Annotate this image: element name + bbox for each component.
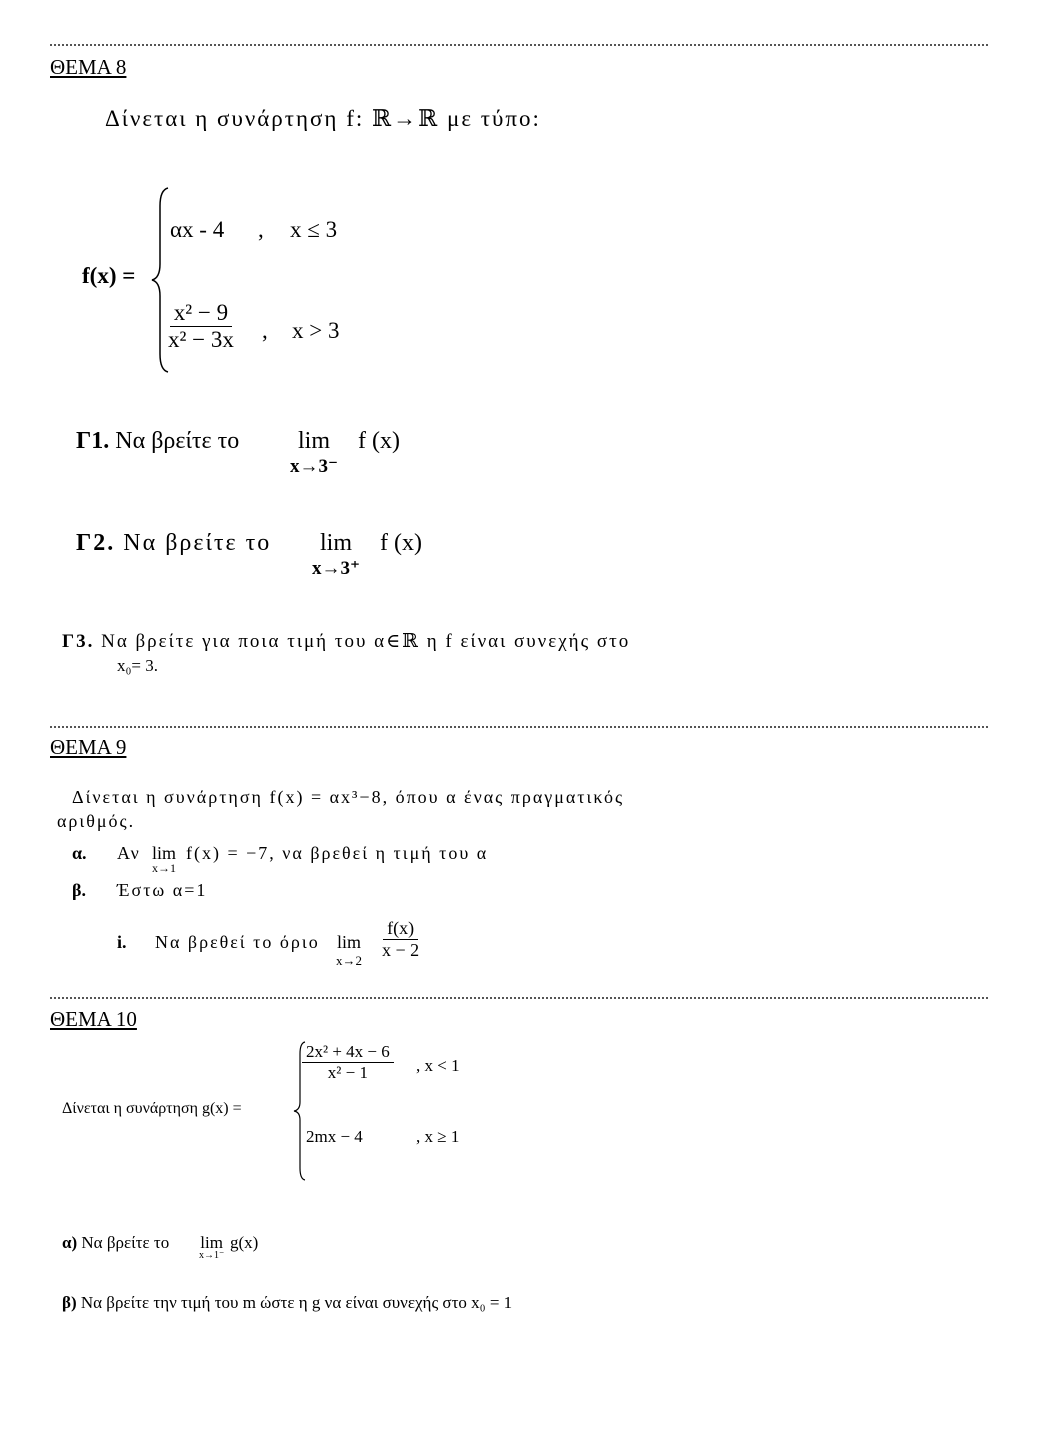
t10-b-label: β)	[62, 1293, 77, 1312]
t8-g2-text: Να βρείτε το	[123, 530, 272, 556]
t10-b	[62, 1293, 512, 1313]
separator-line	[50, 44, 988, 46]
t8-g2-lim: lim	[320, 530, 353, 556]
t9-i-lim: lim	[336, 932, 361, 952]
t10-case1-denominator: x² − 1	[327, 1063, 368, 1082]
t10-a-lim: lim	[200, 1233, 223, 1252]
section-heading-9: ΘΕΜΑ 9	[50, 735, 127, 759]
t8-case1-comma: ,	[258, 217, 264, 242]
t8-g1	[76, 428, 239, 455]
t8-case2-denominator: x² − 3x	[168, 327, 234, 352]
t9-intro-line2: αριθμός.	[57, 811, 136, 831]
t9-a-sub: x→1	[152, 861, 176, 875]
t10-a-label: α)	[62, 1233, 78, 1252]
t10-case1-fraction	[302, 1042, 394, 1083]
t8-g1-lim: lim	[298, 428, 331, 454]
t9-i-denominator: x − 2	[382, 940, 420, 960]
t10-case1-cond: , x < 1	[416, 1056, 460, 1075]
t8-g1-limit	[290, 428, 338, 478]
t8-g3-label: Γ3.	[62, 631, 95, 652]
t8-g2	[76, 530, 271, 557]
t8-f-label: f(x) =	[82, 263, 136, 288]
section-heading-8: ΘΕΜΑ 8	[50, 55, 127, 79]
t9-a-limit	[152, 843, 176, 876]
t10-intro: Δίνεται η συνάρτηση g(x) =	[62, 1100, 242, 1117]
t9-a-pre: Αν	[117, 843, 141, 863]
t10-a-sub: x→1⁻	[199, 1250, 225, 1261]
t8-g1-label: Γ1.	[76, 428, 110, 454]
t9-i-sub: x→2	[336, 953, 362, 968]
separator-line	[50, 997, 988, 999]
t10-a-text: Να βρείτε το	[81, 1233, 170, 1252]
t9-b-text: Έστω α=1	[117, 880, 208, 900]
section-heading-10: ΘΕΜΑ 10	[50, 1007, 137, 1031]
t9-i-limit	[336, 932, 362, 969]
t8-g2-fx: f (x)	[380, 530, 422, 556]
t9-i-text: Να βρεθεί το όριο	[155, 932, 320, 952]
t8-case2-cond: x > 3	[292, 318, 340, 343]
t8-g3	[62, 630, 630, 653]
t10-b-text: Να βρείτε την τιμή του m ώστε η g να είναι συνεχής στο x₀ = 1	[80, 1293, 513, 1312]
t8-g2-limit	[312, 530, 360, 580]
t10-case1-numerator: 2x² + 4x − 6	[302, 1042, 394, 1063]
t8-g1-text: Να βρείτε το	[115, 428, 240, 454]
t9-i-numerator: f(x)	[383, 918, 418, 940]
t8-g1-sub: x→3⁻	[290, 456, 339, 477]
t10-a-limit	[199, 1233, 224, 1261]
t8-case2-numerator: x² − 9	[170, 300, 232, 327]
t8-case2-fraction	[164, 300, 238, 353]
t10-case2-cond: , x ≥ 1	[416, 1127, 460, 1146]
t8-intro: Δίνεται η συνάρτηση f: ℝ→ℝ με τύπο:	[105, 106, 541, 131]
t8-g2-label: Γ2.	[76, 530, 116, 556]
t8-g1-fx: f (x)	[358, 428, 400, 454]
t9-a-label: α.	[72, 843, 87, 863]
t8-case1-expr: αx - 4	[170, 217, 225, 242]
t9-a-lim: lim	[152, 843, 177, 863]
t10-case2-expr: 2mx − 4	[306, 1127, 363, 1146]
t8-case1-cond: x ≤ 3	[290, 217, 338, 242]
t8-g3-text: Να βρείτε για ποια τιμή του α∈ℝ η f είναι συνεχής στο	[101, 631, 631, 652]
t9-i-label: i.	[117, 932, 127, 952]
t9-intro-line1: Δίνεται η συνάρτηση f(x) = αx³−8, όπου α ένας πραγματικός	[72, 787, 625, 807]
t9-b-label: β.	[72, 880, 86, 900]
t9-i-fraction	[378, 918, 423, 961]
t8-g2-sub: x→3⁺	[312, 558, 361, 579]
t8-g3-x0: x₀= 3.	[117, 656, 159, 675]
t8-case2-comma: ,	[262, 318, 268, 343]
t10-a	[62, 1233, 169, 1253]
separator-line	[50, 726, 988, 728]
t10-a-gx: g(x)	[230, 1233, 259, 1252]
t9-a-post: f(x) = −7, να βρεθεί η τιμή του α	[186, 843, 489, 863]
